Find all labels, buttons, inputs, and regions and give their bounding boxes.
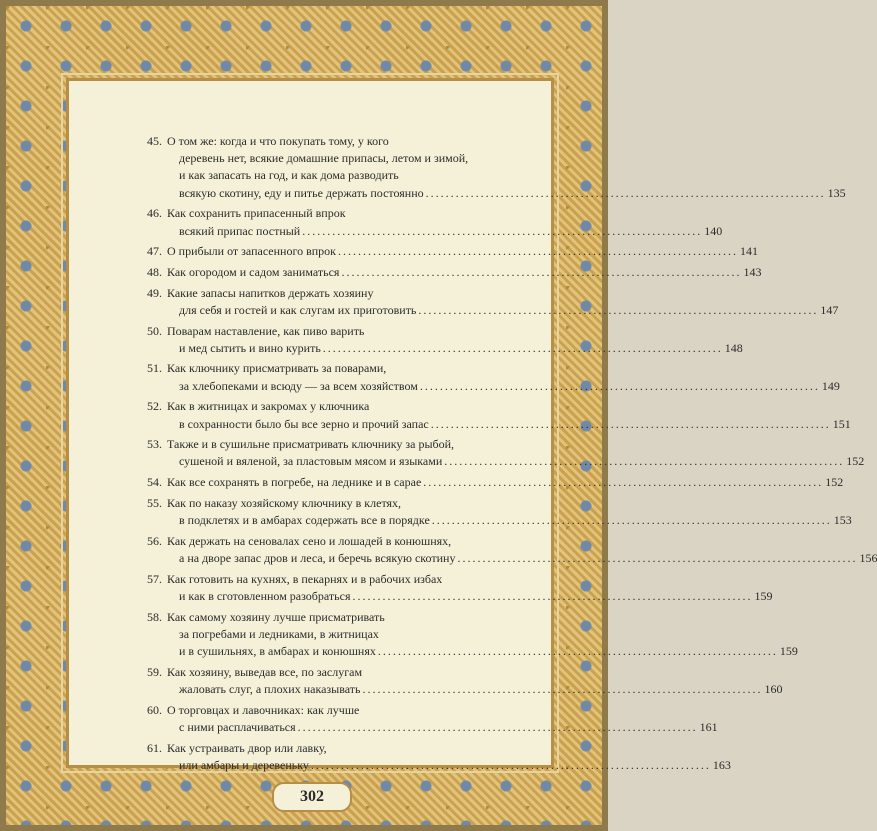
- toc-entry-line: [167, 643, 798, 660]
- toc-entry-page: 156: [859, 550, 877, 565]
- toc-entry-line: [167, 378, 840, 395]
- leader-dots: ................................................................................: [338, 244, 739, 259]
- toc-entry-number: 61.: [147, 740, 162, 755]
- toc-entry-text: с ними расплачиваться: [179, 719, 296, 734]
- toc-entry-line: Как в житницах и закромах у ключника: [167, 399, 370, 414]
- toc-entry-line: [167, 453, 864, 470]
- toc-entry-line: Как готовить на кухнях, в пекарнях и в рабочих избах: [167, 571, 443, 586]
- toc-entry: [147, 264, 762, 281]
- toc-entry: [147, 436, 865, 470]
- toc-entry-page: 159: [779, 643, 798, 658]
- leader-dots: ................................................................................: [322, 340, 723, 355]
- toc-entry-number: 56.: [147, 533, 162, 548]
- leader-dots: ................................................................................: [297, 719, 698, 734]
- toc-entry-number: 49.: [147, 285, 162, 300]
- toc-entry-line: [167, 719, 718, 736]
- toc-entry-line: О торговцах и лавочниках: как лучше: [167, 702, 360, 717]
- toc-entry-line: [167, 185, 846, 202]
- toc-entry-text: сушеной и вяленой, за пластовым мясом и языками: [179, 454, 443, 469]
- toc-entry-page: 141: [740, 244, 759, 259]
- toc-entry-text: в сохранности было бы все зерно и прочий запас: [179, 416, 429, 431]
- leader-dots: ................................................................................: [362, 681, 763, 696]
- leader-dots: ................................................................................: [444, 454, 845, 469]
- toc-entry: [147, 571, 773, 605]
- leader-dots: ................................................................................: [457, 550, 858, 565]
- toc-entry-line: Какие запасы напитков держать хозяину: [167, 285, 374, 300]
- toc-entry-text: а на дворе запас дров и леса, и беречь всякую скотину: [179, 550, 456, 565]
- toc-entry: [147, 360, 840, 394]
- toc-entry-page: 163: [712, 757, 731, 772]
- toc-entry-line: Как ключнику присматривать за поварами,: [167, 361, 387, 376]
- toc-entry: [147, 474, 844, 491]
- text-panel: [66, 78, 877, 772]
- toc-entry-line: [167, 757, 731, 774]
- toc-entry-line: Поварам наставление, как пиво варить: [167, 323, 365, 338]
- toc-entry-line: [167, 588, 772, 605]
- toc-entry-line: [167, 340, 743, 357]
- toc-entry-number: 55.: [147, 495, 162, 510]
- toc-entry-line: [167, 223, 722, 240]
- toc-entry-line: за погребами и ледниками, в житницах: [179, 626, 379, 641]
- toc-entry-page: 135: [827, 185, 846, 200]
- toc-entry-page: 152: [825, 475, 844, 490]
- toc-entry-number: 60.: [147, 702, 162, 717]
- toc-entry: [147, 285, 839, 319]
- toc-entry-page: 161: [699, 719, 718, 734]
- toc-entry-line: [167, 474, 843, 491]
- toc-entry-line: Как держать на сеновалах сено и лошадей в конюшнях,: [167, 533, 452, 548]
- toc-entry-text: и как в сготовленном разобраться: [179, 588, 351, 603]
- toc-entry-text: жаловать слуг, а плохих наказывать: [179, 681, 361, 696]
- leader-dots: ................................................................................: [377, 643, 778, 658]
- toc-entry-line: [167, 302, 838, 319]
- toc-entry-page: 151: [832, 416, 851, 431]
- toc-entry-page: 140: [704, 223, 723, 238]
- toc-entry-text: за хлебопеками и всюду — за всем хозяйством: [179, 378, 418, 393]
- toc-entry-number: 48.: [147, 264, 162, 279]
- toc-entry: [147, 702, 718, 736]
- toc-entry-number: 46.: [147, 206, 162, 221]
- toc-entry-line: [167, 681, 782, 698]
- toc-entry-page: 143: [743, 264, 762, 279]
- toc-entry: [147, 243, 759, 260]
- toc-entry-number: 58.: [147, 609, 162, 624]
- toc-entry-number: 47.: [147, 244, 162, 259]
- toc-entry: [147, 609, 798, 661]
- toc-entry-line: Как хозяину, выведав все, по заслугам: [167, 664, 363, 679]
- leader-dots: ................................................................................: [310, 757, 711, 772]
- toc-entry: [147, 533, 877, 567]
- toc-entry-text: всякую скотину, еду и питье держать постоянно: [179, 185, 424, 200]
- toc-entry-line: Как сохранить припасенный впрок: [167, 206, 346, 221]
- leader-dots: ................................................................................: [352, 588, 753, 603]
- toc-entry-page: 153: [833, 513, 852, 528]
- toc-entry-line: Также и в сушильне присматривать ключнику за рыбой,: [167, 437, 455, 452]
- toc-entry: [147, 664, 783, 698]
- toc-entry-number: 53.: [147, 437, 162, 452]
- toc-entry-text: или амбары и деревеньку: [179, 757, 309, 772]
- toc-entry-text: Как все сохранять в погребе, на леднике и в сарае: [167, 475, 422, 490]
- toc-entry-page: 160: [764, 681, 783, 696]
- toc-entry-page: 147: [820, 302, 839, 317]
- toc-entry: [147, 495, 852, 529]
- leader-dots: ................................................................................: [431, 513, 832, 528]
- toc-entry-number: 59.: [147, 664, 162, 679]
- toc-entry: [147, 398, 851, 432]
- toc-entry: [147, 740, 731, 774]
- leader-dots: ................................................................................: [425, 185, 826, 200]
- toc-entry-line: [167, 512, 852, 529]
- toc-entry-number: 52.: [147, 399, 162, 414]
- toc-entry-number: 51.: [147, 361, 162, 376]
- toc-entry: [147, 323, 743, 357]
- toc-entry-text: О прибыли от запасенного впрок: [167, 244, 337, 259]
- toc-entry: [147, 133, 846, 202]
- leader-dots: ................................................................................: [430, 416, 831, 431]
- toc-entry-text: в подклетях и в амбарах содержать все в порядке: [179, 513, 430, 528]
- toc-entry-number: 45.: [147, 134, 162, 148]
- toc-entry-line: [167, 243, 758, 260]
- page-number: 302: [272, 782, 352, 812]
- toc-entry-line: [167, 550, 877, 567]
- toc-entry-page: 159: [754, 588, 773, 603]
- table-of-contents: [147, 133, 877, 777]
- toc-entry-line: Как самому хозяину лучше присматривать: [167, 609, 385, 624]
- leader-dots: ................................................................................: [341, 264, 742, 279]
- toc-entry: [147, 205, 723, 239]
- toc-entry-number: 50.: [147, 323, 162, 338]
- toc-entry-text: всякий припас постный: [179, 223, 301, 238]
- toc-entry-text: для себя и гостей и как слугам их приготовить: [179, 302, 417, 317]
- toc-entry-line: деревень нет, всякие домашние припасы, летом и зимой,: [179, 151, 469, 166]
- leader-dots: ................................................................................: [418, 302, 819, 317]
- toc-entry-text: и мед сытить и вино курить: [179, 340, 321, 355]
- leader-dots: ................................................................................: [302, 223, 703, 238]
- toc-entry-number: 54.: [147, 475, 162, 490]
- leader-dots: ................................................................................: [423, 475, 824, 490]
- toc-entry-text: и в сушильнях, в амбарах и конюшнях: [179, 643, 376, 658]
- toc-entry-line: О том же: когда и что покупать тому, у кого: [167, 134, 389, 148]
- toc-entry-line: Как устраивать двор или лавку,: [167, 740, 327, 755]
- toc-entry-line: и как запасать на год, и как дома разводить: [179, 168, 399, 183]
- toc-entry-page: 152: [846, 454, 865, 469]
- toc-entry-text: Как огородом и садом заниматься: [167, 264, 340, 279]
- toc-entry-page: 148: [724, 340, 743, 355]
- leader-dots: ................................................................................: [419, 378, 820, 393]
- toc-entry-line: [167, 264, 761, 281]
- toc-entry-line: Как по наказу хозяйскому ключнику в клетях,: [167, 495, 402, 510]
- toc-entry-page: 149: [821, 378, 840, 393]
- toc-entry-line: [167, 416, 851, 433]
- toc-entry-number: 57.: [147, 571, 162, 586]
